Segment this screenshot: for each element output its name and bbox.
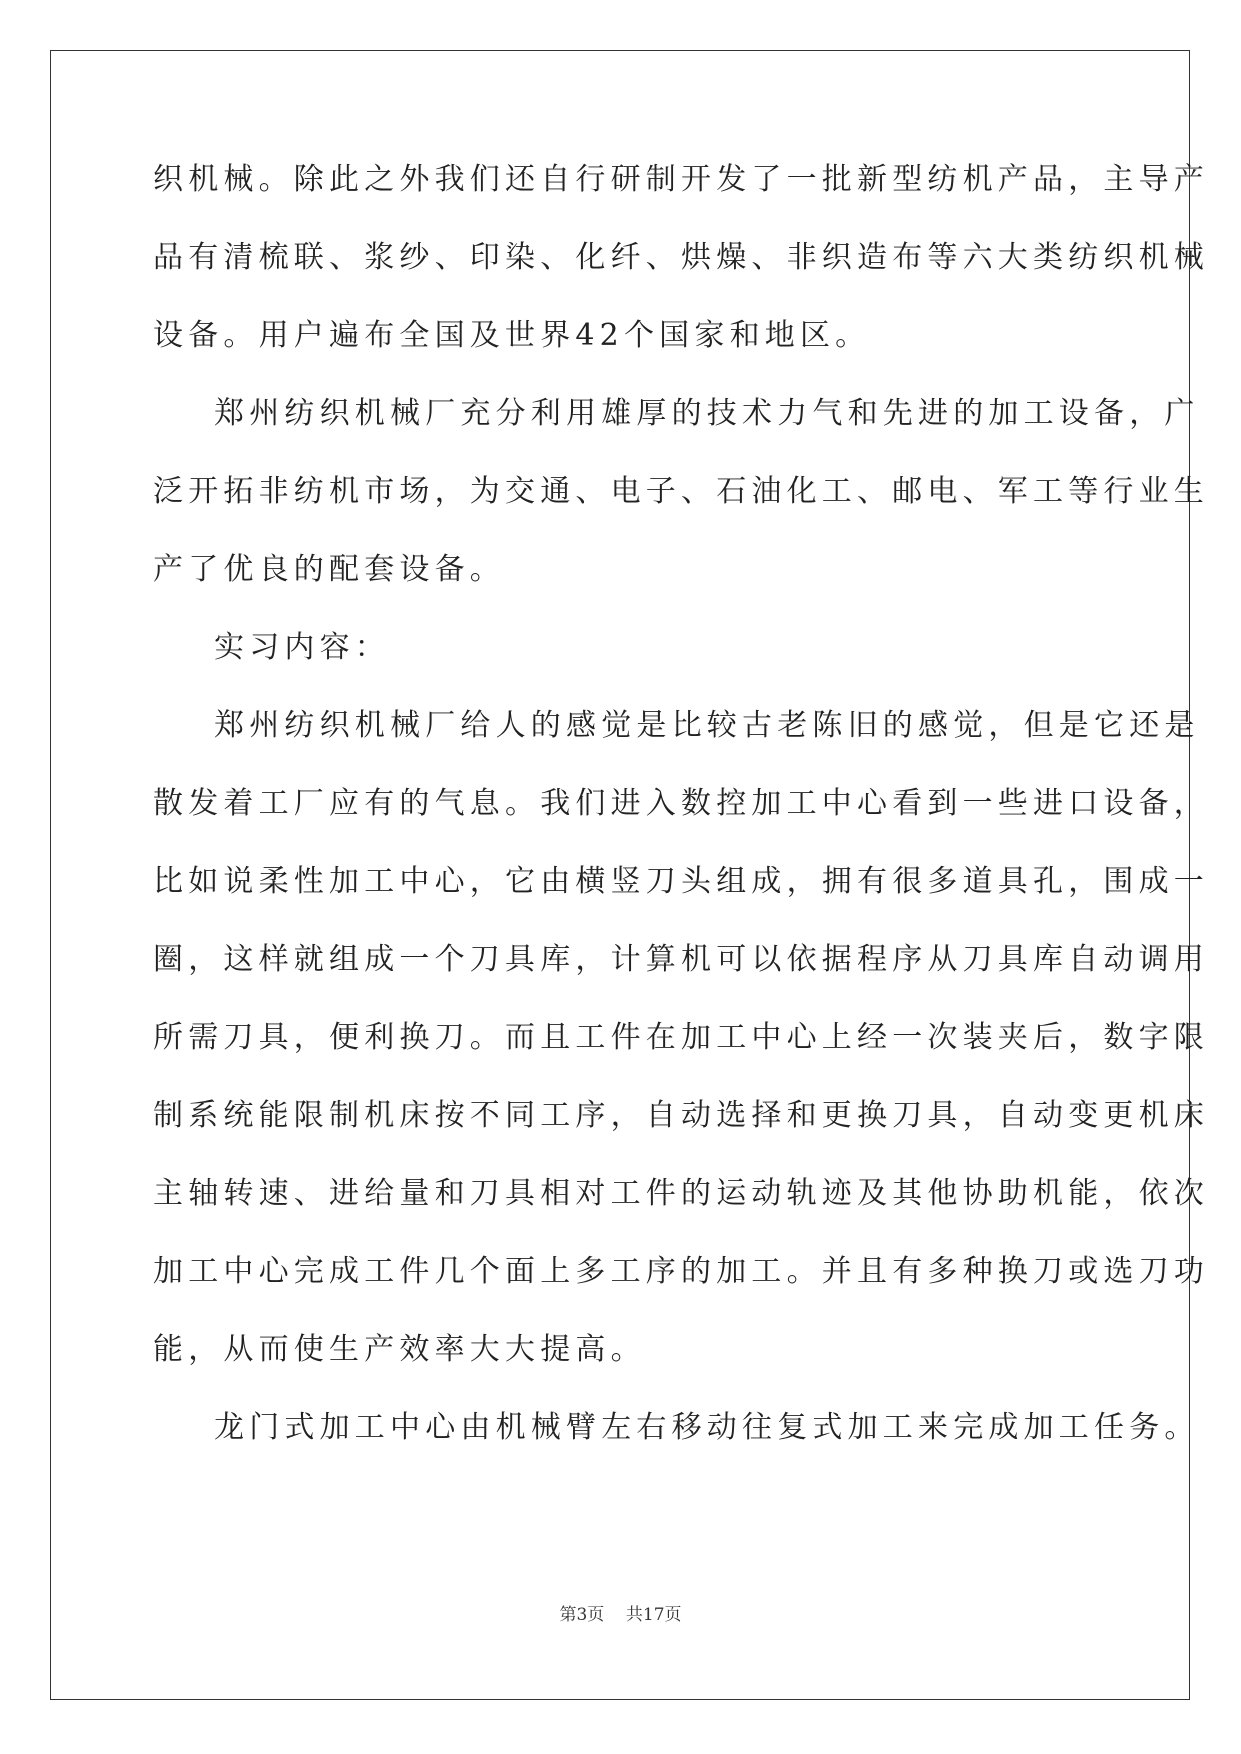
- text-line: 设备。用户遍布全国及世界42个国家和地区。: [153, 318, 871, 353]
- text-line: 加工中心完成工件几个面上多工序的加工。并且有多种换刀或选刀功: [153, 1254, 1209, 1289]
- text-line: 郑州纺织机械厂给人的感觉是比较古老陈旧的感觉，但是它还是: [214, 708, 1200, 743]
- text-line: 龙门式加工中心由机械臂左右移动往复式加工来完成加工任务。: [214, 1410, 1200, 1445]
- page-total: 共17页: [625, 1605, 682, 1625]
- text-line: 散发着工厂应有的气息。我们进入数控加工中心看到一些进口设备，: [153, 786, 1209, 821]
- section-heading: 实习内容：: [214, 630, 390, 665]
- text-line: 圈，这样就组成一个刀具库，计算机可以依据程序从刀具库自动调用: [153, 942, 1209, 977]
- text-line: 郑州纺织机械厂充分利用雄厚的技术力气和先进的加工设备，广: [214, 396, 1200, 431]
- text-line: 制系统能限制机床按不同工序，自动选择和更换刀具，自动变更机床: [153, 1098, 1209, 1133]
- page-footer: [0, 1600, 1241, 1625]
- text-line: 能，从而使生产效率大大提高。: [153, 1332, 646, 1367]
- page-number: 第3页: [559, 1605, 605, 1625]
- text-line: 泛开拓非纺机市场，为交通、电子、石油化工、邮电、军工等行业生: [153, 474, 1209, 509]
- text-line: 织机械。除此之外我们还自行研制开发了一批新型纺机产品，主导产: [153, 162, 1209, 197]
- text-line: 所需刀具，便利换刀。而且工件在加工中心上经一次装夹后，数字限: [153, 1020, 1209, 1055]
- text-line: 主轴转速、进给量和刀具相对工件的运动轨迹及其他协助机能，依次: [153, 1176, 1209, 1211]
- text-line: 产了优良的配套设备。: [153, 552, 505, 587]
- text-line: 比如说柔性加工中心，它由横竖刀头组成，拥有很多道具孔，围成一: [153, 864, 1209, 899]
- text-line: 品有清梳联、浆纱、印染、化纤、烘燥、非织造布等六大类纺织机械: [153, 240, 1209, 275]
